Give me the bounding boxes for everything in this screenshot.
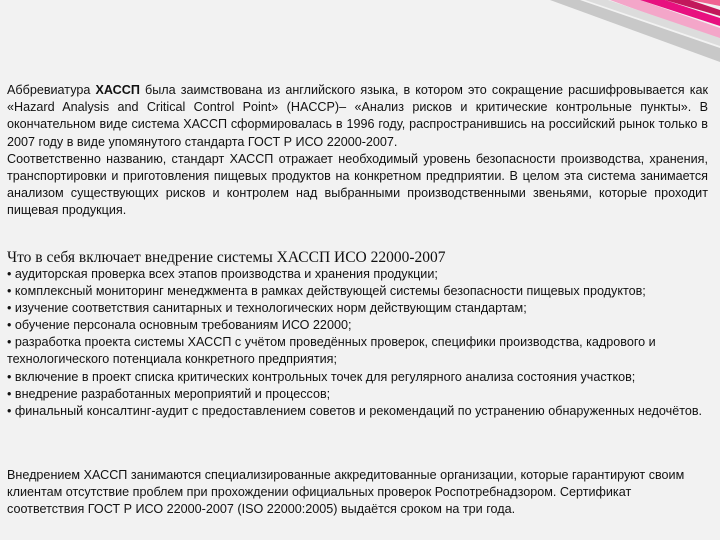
- list-item: • финальный консалтинг-аудит с предоставлением советов и рекомендаций по устранению обнаруженных недочётов.: [7, 403, 703, 418]
- implementation-steps-list: [7, 266, 708, 420]
- list-item: • обучение персонала основным требованиям ИСО 22000;: [7, 318, 352, 333]
- list-item: • комплексный мониторинг менеджмента в рамках действующей системы безопасности пищевых продуктов;: [7, 284, 646, 299]
- list-item: • изучение соответствия санитарных и технологических норм действующим стандартам;: [7, 301, 527, 316]
- list-item: • разработка проекта системы ХАССП с учётом проведённых проверок, специфики производства, кадрового и технологического потенциала конкретного предприятия;: [7, 335, 656, 367]
- list-item: • аудиторская проверка всех этапов производства и хранения продукции;: [7, 267, 438, 281]
- outro-paragraph: Внедрением ХАССП занимаются специализированные аккредитованные организации, которые гарантируют своим клиентам отсутствие проблем при прохождении официальных проверок Роспотребнадзором. Сертификат соответствия ГОСТ Р ИСО 22000-2007 (ISO 22000:2005) выдаётся сроком на три года.: [7, 468, 685, 517]
- intro-paragraph-2: Соответственно названию, стандарт ХАССП отражает необходимый уровень безопасности производства, хранения, транспортировки и приготовления пищевых продуктов на конкретном предприятии. В целом эта система занимается анализом существующих рисков и контролем над выбранными производственными звеньями, которые проходит пищевая продукция.: [7, 151, 708, 218]
- corner-stripes-decoration: [490, 0, 720, 75]
- haccp-abbreviation: ХАССП: [95, 83, 140, 97]
- intro-paragraph-1: Аббревиатура ХАССП была заимствована из английского языка, в котором это сокращение расшифровывается как «Hazard Analysis and Critical Control Point» (HACCP)– «Анализ рисков и критические контрольные пункты». В окончательном виде система ХАССП сформировалась в 1996 году, распространившись на российский рынок только в 2007 году в виде упомянутого стандарта ГОСТ Р ИСО 22000-2007.: [7, 83, 709, 149]
- section-heading: Что в себя включает внедрение системы ХАССП ИСО 22000-2007: [7, 249, 446, 266]
- list-item: • включение в проект списка критических контрольных точек для регулярного анализа состояния участков;: [7, 369, 636, 384]
- intro-text: [7, 82, 708, 220]
- list-item: • внедрение разработанных мероприятий и процессов;: [7, 386, 331, 401]
